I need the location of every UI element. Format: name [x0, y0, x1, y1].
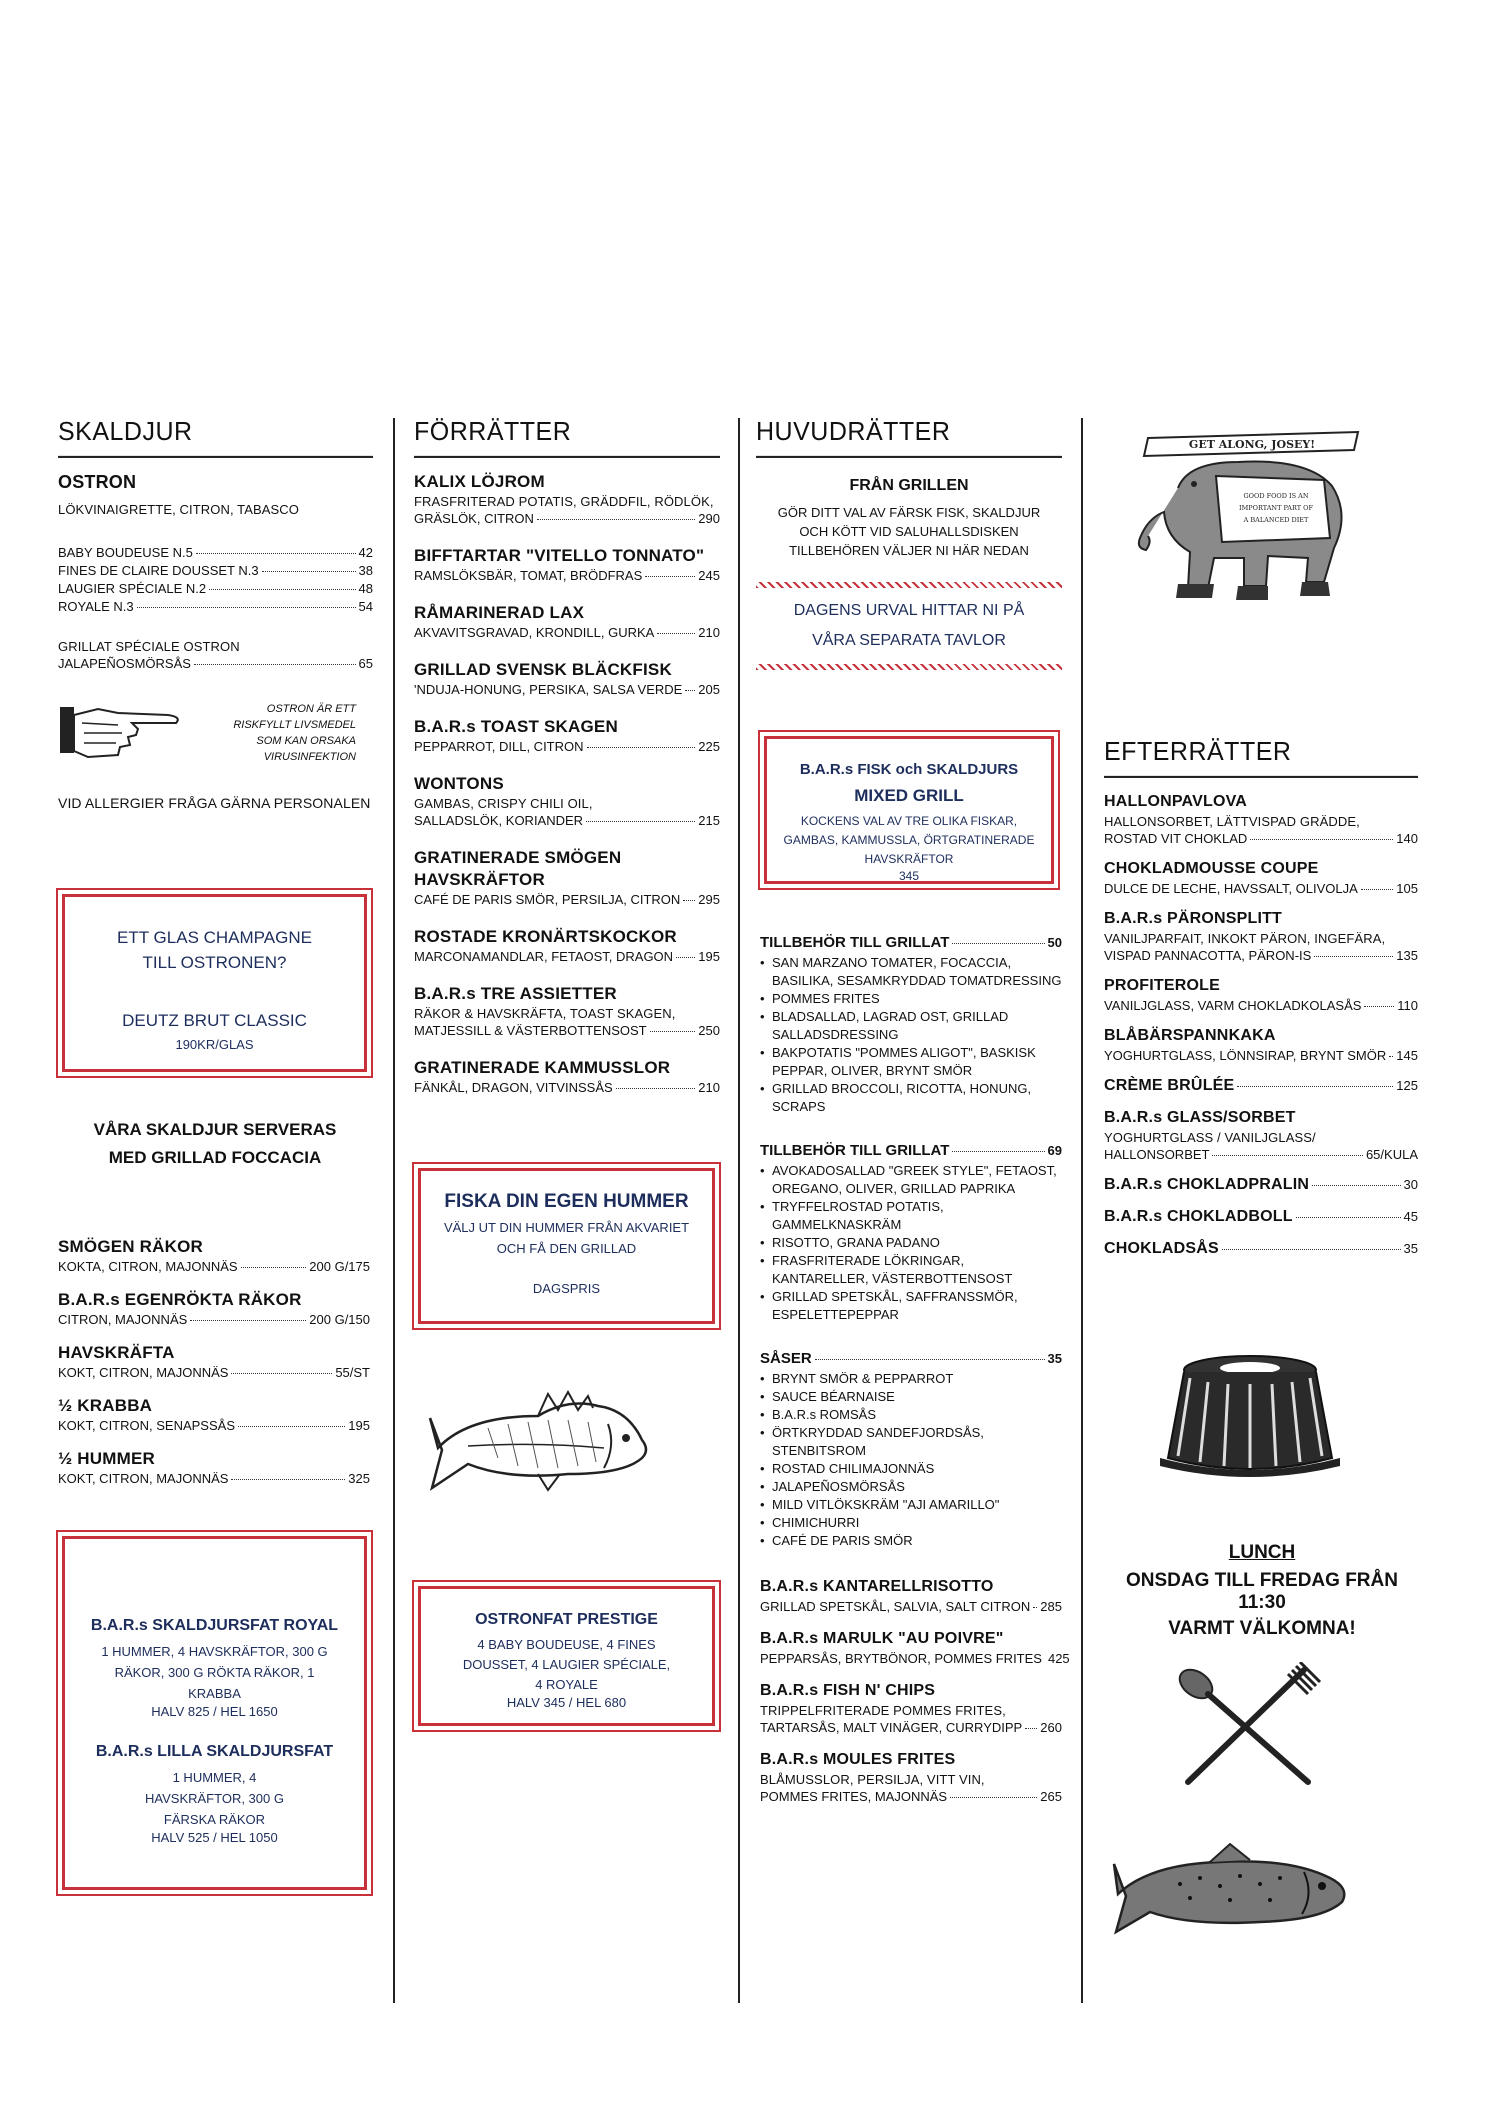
item-price: 140: [1396, 831, 1418, 846]
item-price: 200 G/175: [309, 1259, 370, 1274]
price-row: [58, 1417, 370, 1435]
dot-leader: [685, 690, 695, 691]
grill-title: FRÅN GRILLEN: [849, 477, 969, 494]
menu-item: [1104, 1025, 1418, 1065]
sides-price: 50: [1047, 935, 1062, 950]
item-name: HALLONPAVLOVA: [1104, 793, 1248, 810]
menu-item: [58, 1395, 370, 1435]
dot-leader: [1212, 1155, 1362, 1156]
lunch-section: [1104, 1542, 1420, 1640]
list-item: • POMMES FRITES: [760, 990, 1062, 1008]
item-price: 65: [358, 656, 373, 671]
item-desc: FÄNKÅL, DRAGON, VITVINSSÅS: [414, 1080, 613, 1095]
mixed-grill-box: [764, 736, 1054, 884]
sides-title: TILLBEHÖR TILL GRILLAT: [760, 934, 950, 951]
item-name: B.A.R.s PÄRONSPLITT: [1104, 910, 1283, 927]
sides-section: [760, 934, 1070, 1818]
item-name: CRÈME BRÛLÉE: [1104, 1077, 1235, 1094]
jelly-mold-illustration: [1150, 1348, 1350, 1478]
price-row: [414, 812, 720, 830]
dot-leader: [645, 576, 695, 577]
dot-leader: [616, 1088, 696, 1089]
item-desc: PEPPARROT, DILL, CITRON: [414, 739, 584, 754]
item-desc: RAMSLÖKSBÄR, TOMAT, BRÖDFRAS: [414, 568, 643, 583]
list-item: • TRYFFELROSTAD POTATIS, GAMMELKNASKRÄM: [760, 1198, 1062, 1234]
price-row: [414, 738, 720, 756]
item-price: 425: [1047, 1651, 1070, 1666]
menu-item: [414, 773, 720, 830]
dot-leader: [231, 1479, 345, 1480]
menu-item: [1104, 791, 1418, 848]
item-name: GRATINERADE KAMMUSSLOR: [414, 1058, 671, 1077]
item-name: B.A.R.s MOULES FRITES: [760, 1751, 956, 1768]
skaldjur-column: [58, 418, 373, 812]
item-name: BLÅBÄRSPANNKAKA: [1104, 1027, 1276, 1044]
lunch-title: LUNCH: [1228, 1542, 1296, 1563]
price-row: [414, 891, 720, 909]
box-wine-name: DEUTZ BRUT CLASSIC: [122, 1011, 307, 1030]
dot-leader: [587, 747, 696, 748]
item-desc: KOKTA, CITRON, MAJONNÄS: [58, 1259, 238, 1274]
dagens-note: DAGENS URVAL HITTAR NI PÅ VÅRA SEPARATA TAVLOR: [793, 602, 1025, 649]
sides-list: [760, 954, 1062, 1116]
item-price: 42: [358, 545, 373, 560]
price-row: [1104, 1146, 1418, 1164]
platter-box: [62, 1536, 367, 1890]
oyster-row: [58, 598, 373, 616]
elephant-banner: GET ALONG, JOSEY!: [1188, 438, 1316, 451]
section-title: SKALDJUR: [58, 417, 373, 458]
item-name: B.A.R.s KANTARELLRISOTTO: [760, 1578, 994, 1595]
box-desc: KOCKENS VAL AV TRE OLIKA FISKAR, GAMBAS, KAMMUSSLA, ÖRTGRATINERADE HAVSKRÄFTOR: [783, 814, 1035, 866]
item-price: 195: [348, 1418, 370, 1433]
item-desc: VANILJPARFAIT, INKOKT PÄRON, INGEFÄRA,: [1104, 931, 1386, 946]
oyster-row: [58, 544, 373, 562]
item-name: FINES DE CLAIRE DOUSSET N.3: [58, 563, 259, 578]
menu-item: [1104, 1107, 1418, 1164]
menu-item: [414, 602, 720, 642]
item-price: 225: [698, 739, 720, 754]
box-title: B.A.R.s FISK och SKALDJURS: [799, 761, 1019, 778]
item-desc: LÖKVINAIGRETTE, CITRON, TABASCO: [58, 502, 299, 517]
forratter-column: [414, 418, 720, 1114]
column-divider: [393, 418, 395, 2003]
item-name: WONTONS: [414, 774, 504, 793]
dot-leader: [1025, 1728, 1037, 1729]
price-row: [1104, 830, 1418, 848]
dot-leader: [537, 519, 695, 520]
menu-item: [58, 1236, 370, 1276]
item-name: B.A.R.s EGENRÖKTA RÄKOR: [58, 1290, 302, 1309]
forratter-items: [414, 471, 720, 1097]
dot-leader: [137, 607, 356, 608]
item-price: 55/ST: [335, 1365, 370, 1380]
menu-item: [414, 926, 720, 966]
dot-leader: [1222, 1249, 1401, 1250]
menu-item: [414, 847, 720, 909]
sides-list: [760, 1162, 1062, 1324]
item-price: 210: [698, 1080, 720, 1095]
item-desc: GAMBAS, CRISPY CHILI OIL,: [414, 796, 593, 811]
list-item: • BAKPOTATIS "POMMES ALIGOT", BASKISK PEPPAR, OLIVER, BRYNT SMÖR: [760, 1044, 1062, 1080]
menu-item: [414, 471, 720, 528]
fish-illustration: [428, 1388, 688, 1498]
item-desc: MARCONAMANDLAR, FETAOST, DRAGON: [414, 949, 674, 964]
list-item: • GRILLAD SPETSKÅL, SAFFRANSSMÖR, ESPELETTEPEPPAR: [760, 1288, 1062, 1324]
price-row: [760, 1788, 1062, 1806]
item-desc: TRIPPELFRITERADE POMMES FRITES,: [760, 1703, 1006, 1718]
dot-leader: [676, 957, 695, 958]
item-desc: VANILJGLASS, VARM CHOKLADKOLASÅS: [1104, 998, 1362, 1013]
box-desc: VÄLJ UT DIN HUMMER FRÅN AKVARIET OCH FÅ DEN GRILLAD: [443, 1220, 690, 1256]
box-title: B.A.R.s SKALDJURSFAT ROYAL: [90, 1617, 339, 1634]
svg-text:IMPORTANT PART OF: IMPORTANT PART OF: [1239, 504, 1313, 512]
menu-item: [414, 983, 720, 1040]
menu-item: [1104, 1238, 1418, 1260]
item-desc: DULCE DE LECHE, HAVSSALT, OLIVOLJA: [1104, 881, 1358, 896]
column-divider: [1081, 418, 1083, 2003]
box-price: 190KR/GLAS: [175, 1037, 254, 1052]
item-price: 195: [698, 949, 720, 964]
price-row: [58, 1311, 370, 1329]
item-name: GRILLAD SVENSK BLÄCKFISK: [414, 660, 672, 679]
price-row: [1104, 997, 1418, 1015]
item-desc: KOKT, CITRON, MAJONNÄS: [58, 1471, 229, 1486]
dot-leader: [1389, 1056, 1393, 1057]
item-name: LAUGIER SPÉCIALE N.2: [58, 581, 207, 596]
box-title: OSTRONFAT PRESTIGE: [475, 1611, 658, 1628]
dot-leader: [1364, 1006, 1394, 1007]
list-item: • AVOKADOSALLAD "GREEK STYLE", FETAOST, OREGANO, OLIVER, GRILLAD PAPRIKA: [760, 1162, 1062, 1198]
wavy-divider: [756, 664, 1062, 670]
item-price: 210: [698, 625, 720, 640]
item-name: ROSTADE KRONÄRTSKOCKOR: [414, 927, 677, 946]
box-desc: 1 HUMMER, 4 HAVSKRÄFTOR, 300 G FÄRSKA RÄKOR: [145, 1770, 284, 1827]
dot-leader: [657, 633, 695, 634]
item-name: GRATINERADE SMÖGEN HAVSKRÄFTOR: [414, 848, 622, 889]
menu-item: [1104, 1075, 1418, 1097]
dot-leader: [262, 571, 356, 572]
price-row: [760, 1719, 1062, 1737]
dot-leader: [196, 553, 356, 554]
item-name: BIFFTARTAR "VITELLO TONNATO": [414, 546, 705, 565]
price-row: [1104, 947, 1418, 965]
svg-text:GOOD FOOD IS AN: GOOD FOOD IS AN: [1243, 492, 1309, 500]
item-name: HAVSKRÄFTA: [58, 1343, 175, 1362]
item-desc: SALLADSLÖK, KORIANDER: [414, 813, 584, 828]
item-desc: KOKT, CITRON, SENAPSSÅS: [58, 1418, 235, 1433]
item-name: KALIX LÖJROM: [414, 472, 545, 491]
dot-leader: [1314, 956, 1393, 957]
dot-leader: [586, 821, 695, 822]
price-row: [414, 948, 720, 966]
item-price: 290: [698, 511, 720, 526]
menu-item: [1104, 1206, 1418, 1228]
box-price: HALV 825 / HEL 1650: [151, 1704, 278, 1719]
box-price: 345: [898, 869, 920, 883]
item-desc: KOKT, CITRON, MAJONNÄS: [58, 1365, 229, 1380]
item-name: RÅMARINERAD LAX: [414, 603, 585, 622]
item-name: B.A.R.s GLASS/SORBET: [1104, 1109, 1296, 1126]
item-name: B.A.R.s CHOKLADPRALIN: [1104, 1176, 1310, 1193]
box-desc: 4 BABY BOUDEUSE, 4 FINES DOUSSET, 4 LAUGIER SPÉCIALE, 4 ROYALE: [462, 1637, 671, 1692]
item-desc: ROSTAD VIT CHOKLAD: [1104, 831, 1248, 846]
menu-item: [1104, 975, 1418, 1015]
column-divider: [738, 418, 740, 2003]
item-name: CHOKLADMOUSSE COUPE: [1104, 860, 1319, 877]
price-row: [760, 1598, 1062, 1616]
menu-item: [58, 638, 373, 673]
ostronfat-box: [418, 1586, 715, 1726]
dessert-items: [1104, 791, 1418, 1260]
menu-item: [1104, 908, 1418, 965]
list-item: • B.A.R.s ROMSÅS: [760, 1406, 1062, 1424]
item-name: B.A.R.s TOAST SKAGEN: [414, 717, 618, 736]
oyster-row: [58, 580, 373, 598]
item-price: 135: [1396, 948, 1418, 963]
dot-leader: [190, 1320, 306, 1321]
item-desc: FRASFRITERAD POTATIS, GRÄDDFIL, RÖDLÖK,: [414, 494, 714, 509]
item-price: 48: [358, 581, 373, 596]
list-item: • BLADSALLAD, LAGRAD OST, GRILLAD SALLADSDRESSING: [760, 1008, 1062, 1044]
item-price: 125: [1396, 1078, 1418, 1093]
item-price: 105: [1396, 881, 1418, 896]
grill-desc: GÖR DITT VAL AV FÄRSK FISK, SKALDJUR OCH KÖTT VID SALUHALLSDISKEN TILLBEHÖREN VÄLJER NI HÄR NEDAN: [777, 505, 1041, 558]
box-price: HALV 345 / HEL 680: [506, 1695, 627, 1710]
item-price: 215: [698, 813, 720, 828]
list-item: • RISOTTO, GRANA PADANO: [760, 1234, 1062, 1252]
item-name: B.A.R.s TRE ASSIETTER: [414, 984, 617, 1003]
item-desc: GRILLAD SPETSKÅL, SALVIA, SALT CITRON: [760, 1599, 1031, 1614]
item-price: 205: [698, 682, 720, 697]
main-items: [760, 1576, 1070, 1806]
price-row: [1104, 880, 1418, 898]
dot-leader: [1296, 1217, 1401, 1218]
item-name: SMÖGEN RÄKOR: [58, 1237, 204, 1256]
item-price: 325: [348, 1471, 370, 1486]
item-price: 265: [1040, 1789, 1062, 1804]
dot-leader: [683, 900, 695, 901]
item-name: ROYALE N.3: [58, 599, 134, 614]
item-desc: HALLONSORBET, LÄTTVISPAD GRÄDDE,: [1104, 814, 1360, 829]
item-name: PROFITEROLE: [1104, 977, 1220, 994]
pointing-hand-icon: [58, 701, 186, 769]
item-name: ½ KRABBA: [58, 1396, 153, 1415]
item-price: 285: [1040, 1599, 1062, 1614]
item-desc: TARTARSÅS, MALT VINÄGER, CURRYDIPP: [760, 1720, 1023, 1735]
section-title: FÖRRÄTTER: [414, 417, 720, 458]
elephant-illustration: [1118, 418, 1368, 618]
list-item: • SAN MARZANO TOMATER, FOCACCIA, BASILIKA, SESAMKRYDDAD TOMATDRESSING: [760, 954, 1062, 990]
price-row: [1104, 1047, 1418, 1065]
menu-item: [760, 1576, 1062, 1616]
box-question: ETT GLAS CHAMPAGNE TILL OSTRONEN?: [117, 928, 312, 972]
menu-item: [414, 716, 720, 756]
list-item: • CHIMICHURRI: [760, 1514, 1062, 1532]
oyster-list: [58, 544, 373, 616]
skaldjur-items: [58, 1236, 370, 1501]
sides-price: 69: [1047, 1143, 1062, 1158]
price-row: [760, 1650, 1070, 1668]
price-row: [414, 510, 720, 528]
box-title: B.A.R.s LILLA SKALDJURSFAT: [95, 1743, 334, 1760]
item-price: 45: [1403, 1209, 1418, 1224]
lunch-days: ONSDAG TILL FREDAG FRÅN 11:30: [1126, 1570, 1398, 1613]
item-name: BABY BOUDEUSE N.5: [58, 545, 193, 560]
list-item: • ROSTAD CHILIMAJONNÄS: [760, 1460, 1062, 1478]
dot-leader: [1312, 1185, 1400, 1186]
item-desc: RÄKOR & HAVSKRÄFTA, TOAST SKAGEN,: [414, 1006, 676, 1021]
item-name: B.A.R.s CHOKLADBOLL: [1104, 1208, 1293, 1225]
item-desc: MATJESSILL & VÄSTERBOTTENSOST: [414, 1023, 647, 1038]
item-desc: AKVAVITSGRAVAD, KRONDILL, GURKA: [414, 625, 655, 640]
item-price: 245: [698, 568, 720, 583]
menu-item: [414, 1057, 720, 1097]
section-title: EFTERRÄTTER: [1104, 737, 1418, 778]
item-desc: CAFÉ DE PARIS SMÖR, PERSILJA, CITRON: [414, 892, 681, 907]
item-price: 30: [1403, 1177, 1418, 1192]
item-name: OSTRON: [58, 472, 137, 492]
dot-leader: [650, 1031, 696, 1032]
item-price: 110: [1397, 998, 1418, 1013]
item-price: 295: [698, 892, 720, 907]
item-desc: BLÅMUSSLOR, PERSILJA, VITT VIN,: [760, 1772, 985, 1787]
box-price: HALV 525 / HEL 1050: [151, 1830, 278, 1845]
champagne-box: [62, 894, 367, 1072]
menu-item: [58, 1448, 370, 1488]
item-name: B.A.R.s FISH N' CHIPS: [760, 1682, 936, 1699]
price-row: [58, 1258, 370, 1276]
item-price: 250: [698, 1023, 720, 1038]
item-name: CHOKLADSÅS: [1104, 1240, 1219, 1257]
dot-leader: [950, 1797, 1037, 1798]
trout-illustration: [1110, 1834, 1370, 1944]
menu-item: [58, 1289, 370, 1329]
menu-item: [414, 659, 720, 699]
sauces-list: [760, 1370, 1062, 1550]
list-item: • JALAPEÑOSMÖRSÅS: [760, 1478, 1062, 1496]
item-price: 65/KULA: [1365, 1147, 1418, 1162]
menu-item: [414, 545, 720, 585]
item-price: 38: [358, 563, 373, 578]
warning-text: OSTRON ÄR ETT RISKFYLLT LIVSMEDEL SOM KAN ORSAKA VIRUSINFEKTION: [233, 703, 356, 763]
item-desc: YOGHURTGLASS / VANILJGLASS/: [1104, 1130, 1316, 1145]
item-desc: VISPAD PANNACOTTA, PÄRON-IS: [1104, 948, 1312, 963]
dot-leader: [1237, 1086, 1393, 1087]
price-row: [414, 1079, 720, 1097]
lunch-welcome: VARMT VÄLKOMNA!: [1168, 1618, 1356, 1639]
huvudratter-column: [756, 418, 1062, 670]
price-row: [414, 624, 720, 642]
menu-item: [760, 1628, 1070, 1668]
dot-leader: [1033, 1607, 1037, 1608]
dot-leader: [1250, 839, 1393, 840]
list-item: • ÖRTKRYDDAD SANDEFJORDSÅS, STENBITSROM: [760, 1424, 1062, 1460]
hummer-box: [418, 1168, 715, 1324]
sauces-title: SÅSER: [760, 1350, 812, 1367]
list-item: • CAFÉ DE PARIS SMÖR: [760, 1532, 1062, 1550]
item-name: GRILLAT SPÉCIALE OSTRON: [58, 639, 240, 654]
item-desc: 'NDUJA-HONUNG, PERSIKA, SALSA VERDE: [414, 682, 683, 697]
dot-leader: [1361, 889, 1393, 890]
price-row: [414, 567, 720, 585]
price-row: [58, 1470, 370, 1488]
item-price: 54: [358, 599, 373, 614]
item-desc: PEPPARSÅS, BRYTBÖNOR, POMMES FRITES: [760, 1651, 1042, 1666]
menu-item: [1104, 1174, 1418, 1196]
oyster-row: [58, 562, 373, 580]
price-row: [58, 1364, 370, 1382]
item-price: 35: [1403, 1241, 1418, 1256]
box-desc: 1 HUMMER, 4 HAVSKRÄFTOR, 300 G RÄKOR, 300 G RÖKTA RÄKOR, 1 KRABBA: [101, 1644, 328, 1701]
wavy-divider: [756, 582, 1062, 588]
item-price: 145: [1396, 1048, 1418, 1063]
dot-leader: [238, 1426, 345, 1427]
list-item: • SAUCE BÉARNAISE: [760, 1388, 1062, 1406]
box-price: DAGSPRIS: [532, 1281, 601, 1296]
list-item: • GRILLAD BROCCOLI, RICOTTA, HONUNG, SCRAPS: [760, 1080, 1062, 1116]
menu-item: [760, 1749, 1062, 1806]
dot-leader: [231, 1373, 332, 1374]
sauces-price: 35: [1047, 1351, 1062, 1366]
menu-item: [1104, 858, 1418, 898]
item-desc: YOGHURTGLASS, LÖNNSIRAP, BRYNT SMÖR: [1104, 1048, 1387, 1063]
list-item: • FRASFRITERADE LÖKRINGAR, KANTARELLER, VÄSTERBOTTENSOST: [760, 1252, 1062, 1288]
efterratter-column: [1104, 738, 1418, 1270]
item-price: 200 G/150: [309, 1312, 370, 1327]
box-title: FISKA DIN EGEN HUMMER: [444, 1191, 689, 1212]
menu-item: [58, 1342, 370, 1382]
menu-item: [760, 1680, 1062, 1737]
item-desc: GRÄSLÖK, CITRON: [414, 511, 534, 526]
item-name: ½ HUMMER: [58, 1449, 155, 1468]
item-desc: HALLONSORBET: [1104, 1147, 1210, 1162]
box-title: MIXED GRILL: [854, 786, 964, 805]
list-item: • MILD VITLÖKSKRÄM "AJI AMARILLO": [760, 1496, 1062, 1514]
section-title: HUVUDRÄTTER: [756, 417, 1062, 458]
price-row: [414, 1022, 720, 1040]
price-row: [414, 681, 720, 699]
spoon-fork-icon: [1168, 1662, 1328, 1792]
dot-leader: [241, 1267, 307, 1268]
allergy-note: VID ALLERGIER FRÅGA GÄRNA PERSONALEN: [58, 795, 371, 811]
list-item: • BRYNT SMÖR & PEPPARROT: [760, 1370, 1062, 1388]
item-desc: POMMES FRITES, MAJONNÄS: [760, 1789, 948, 1804]
dot-leader: [209, 589, 355, 590]
sides-title: TILLBEHÖR TILL GRILLAT: [760, 1142, 950, 1159]
item-desc: JALAPEÑOSMÖRSÅS: [58, 656, 191, 671]
svg-text:A BALANCED DIET: A BALANCED DIET: [1243, 516, 1309, 524]
item-desc: CITRON, MAJONNÄS: [58, 1312, 188, 1327]
foccacia-note: VÅRA SKALDJUR SERVERAS MED GRILLAD FOCCACIA: [93, 1120, 337, 1167]
item-name: B.A.R.s MARULK "AU POIVRE": [760, 1630, 1004, 1647]
item-price: 260: [1040, 1720, 1062, 1735]
